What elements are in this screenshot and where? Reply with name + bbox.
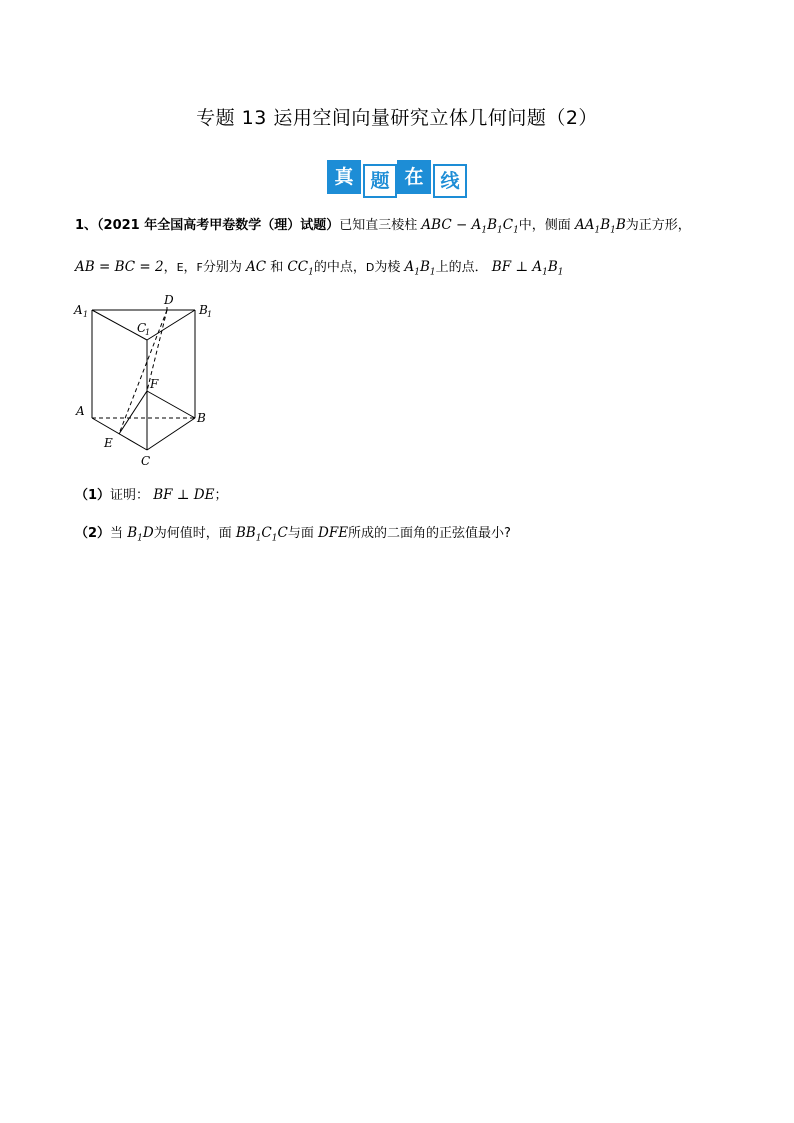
label-b: B [197, 411, 206, 425]
label-c: C [141, 454, 151, 468]
label-a1: A [74, 303, 83, 317]
problem-number: 1、 [75, 218, 98, 233]
label-f: F [150, 377, 159, 391]
label-a1-sub: 1 [83, 310, 89, 319]
label-a: A [76, 404, 85, 418]
q2-text-4: 所成的二面角的正弦值最小? [348, 526, 511, 541]
edge-b-c [147, 418, 195, 450]
label-e: E [104, 436, 113, 450]
problem-line-1 [75, 214, 691, 236]
point-f: F [196, 261, 203, 274]
label-d: D [164, 293, 174, 307]
cond-text-1: 分别为 [202, 260, 242, 275]
q1-end: ； [214, 488, 228, 503]
problem-mid-2: 为正方形， [625, 218, 691, 233]
section-badge [327, 160, 467, 198]
face-name: $AA_1B_1B$ [574, 217, 626, 236]
problem-source: （2021 年全国高考甲卷数学（理）试题） [97, 218, 340, 233]
problem-mid-1: 中，侧面 [518, 218, 571, 233]
seg-a1b1: $A_1B_1$ [404, 259, 436, 278]
q2-text-1: 当 [110, 526, 124, 541]
q2-label: （2） [75, 526, 111, 541]
q2-math-3: DFE [318, 525, 349, 541]
problem-intro: 已知直三棱柱 [339, 218, 418, 233]
cond-and: 和 [270, 260, 284, 275]
point-d: D [365, 261, 375, 274]
q2-math-2: $BB_1C_1C$ [235, 525, 288, 544]
q1-label: （1） [75, 488, 111, 503]
segment-b-f [147, 391, 195, 418]
question-2 [75, 522, 511, 544]
q2-text-2: 为何值时，面 [153, 526, 232, 541]
label-b1-sub: 1 [207, 310, 213, 319]
label-c1-sub: 1 [145, 328, 151, 337]
seg-cc1: $CC_1$ [287, 259, 314, 278]
label-b1: B [199, 303, 208, 317]
q2-math-1: $B_1D$ [127, 525, 154, 544]
prism-figure [70, 290, 230, 470]
badge-char-3: 在 [397, 160, 431, 194]
page-title: 专题 13 运用空间向量研究立体几何问题（2） [196, 107, 598, 129]
problem-line-2 [75, 256, 564, 278]
label-c1: C [137, 321, 147, 335]
q2-text-3: 与面 [287, 526, 314, 541]
comma: ， [183, 260, 197, 275]
cond-eq: AB = BC = 2 [75, 259, 164, 275]
cond-text-2: 的中点， [313, 260, 366, 275]
cond-text-3: 为棱 [374, 260, 401, 275]
prism-name: ABC − $A_1B_1C_1$ [421, 217, 519, 236]
cond-text-4: 上的点． [435, 260, 488, 275]
badge-char-1: 真 [327, 160, 361, 194]
cond-sep: ， [163, 260, 177, 275]
point-e: E [176, 261, 184, 274]
perp-condition: BF ⊥ $A_1B_1$ [491, 259, 564, 278]
q1-text: 证明： [110, 488, 150, 503]
question-1 [75, 484, 227, 503]
q1-math: BF ⊥ DE [153, 487, 215, 503]
seg-ac: AC [246, 259, 267, 275]
edge-b1-c1 [147, 310, 195, 340]
badge-char-4: 线 [433, 164, 467, 198]
badge-char-2: 题 [363, 164, 397, 198]
